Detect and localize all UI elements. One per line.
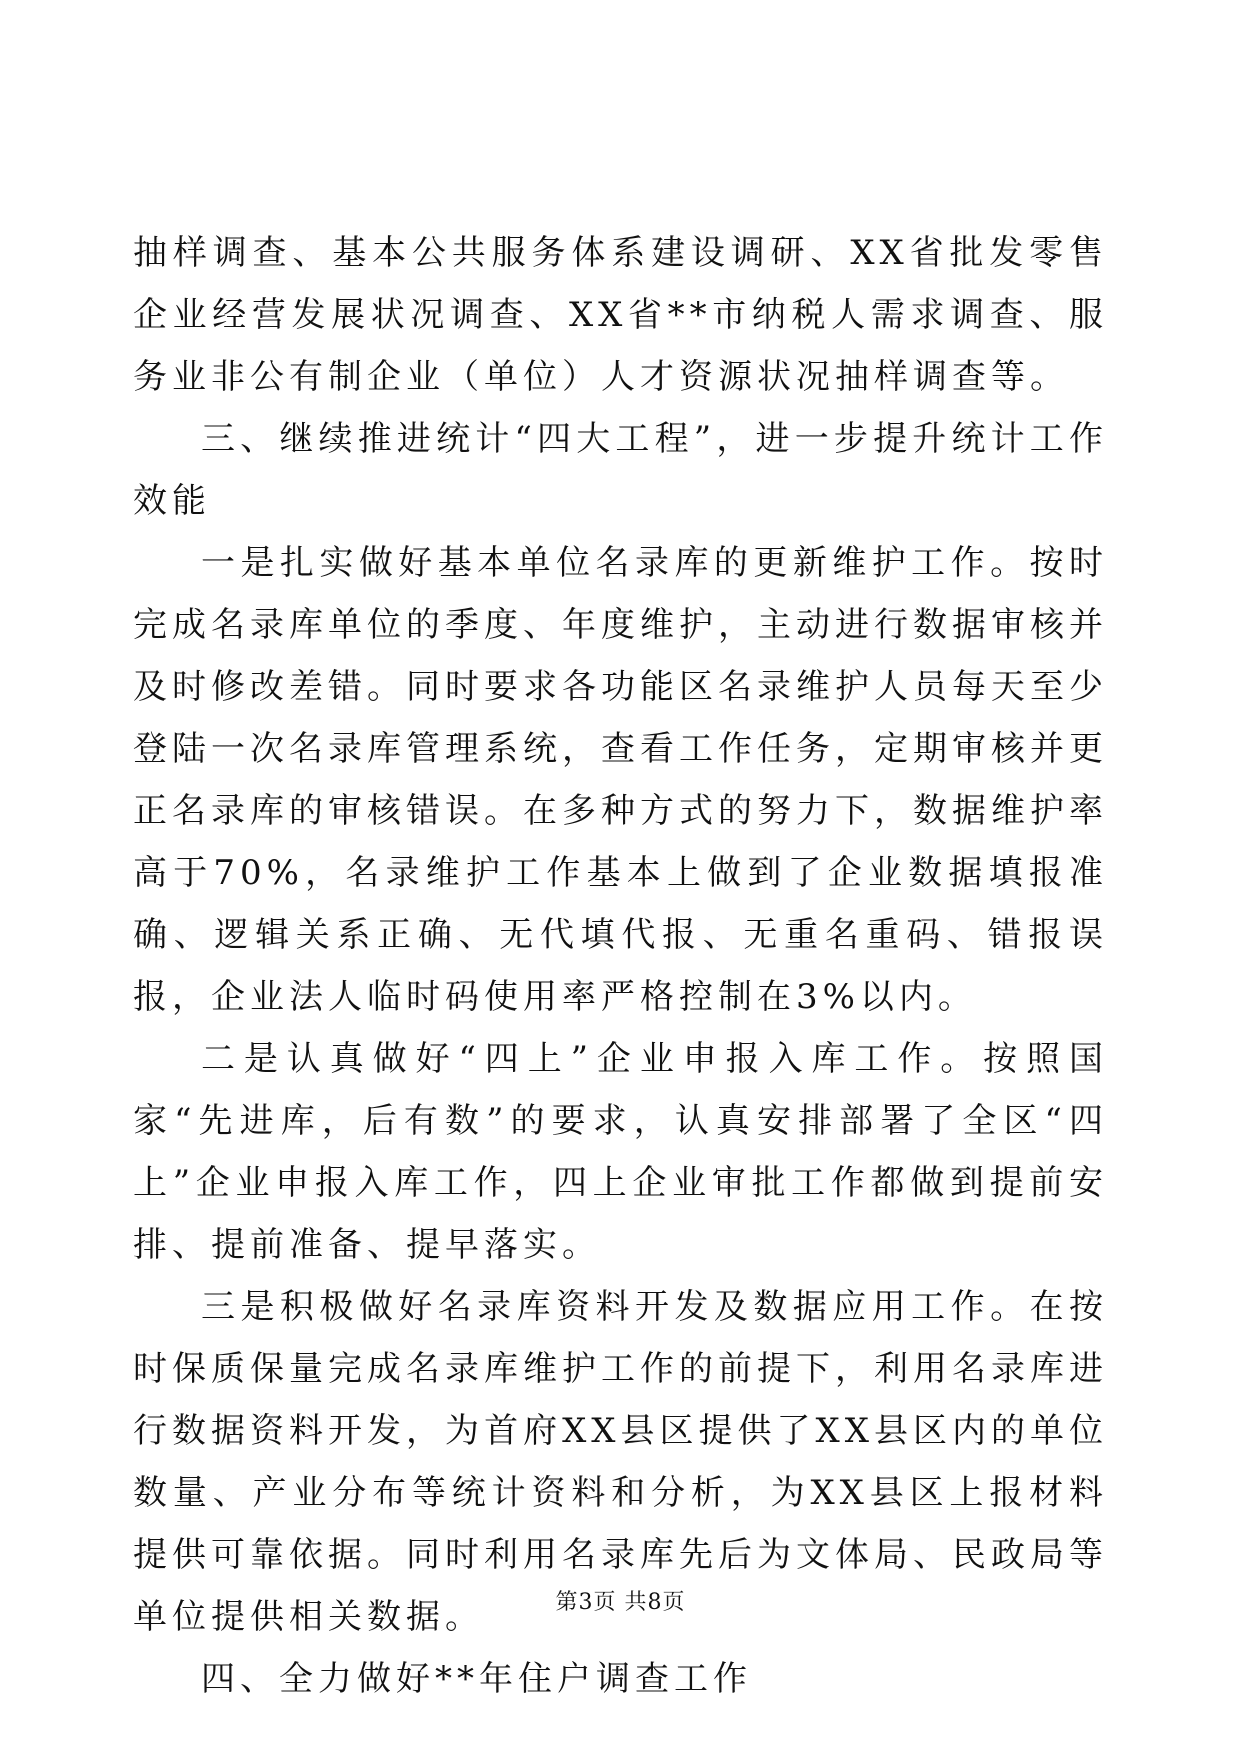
- paragraph-directory-maintenance: 一是扎实做好基本单位名录库的更新维护工作。按时完成名录库单位的季度、年度维护，主动进行数据审核并及时修改差错。同时要求各功能区名录维护人员每天至少登陆一次名录库管理系统，查看工作任务，定期审核并更正名录库的审核错误。在多种方式的努力下，数据维护率高于70%，名录维护工作基本上做到了企业数据填报准确、逻辑关系正确、无代填代报、无重名重码、错报误报，企业法人临时码使用率严格控制在3%以内。: [133, 543, 1108, 1017]
- document-body: [133, 222, 1108, 1710]
- heading-section-four: 四、全力做好**年住户调查工作: [201, 1659, 752, 1699]
- page-number-footer: 第3页 共8页: [555, 1590, 686, 1615]
- paragraph-data-application: 三是积极做好名录库资料开发及数据应用工作。在按时保质保量完成名录库维护工作的前提下，利用名录库进行数据资料开发，为首府XX县区提供了XX县区内的单位数量、产业分布等统计资料和分析，为XX县区上报材料提供可靠依据。同时利用名录库先后为文体局、民政局等单位提供相关数据。: [133, 1287, 1108, 1637]
- paragraph-survey-list: 抽样调查、基本公共服务体系建设调研、XX省批发零售企业经营发展状况调查、XX省**市纳税人需求调查、服务业非公有制企业（单位）人才资源状况抽样调查等。: [133, 233, 1108, 397]
- paragraph-enterprise-registration: 二是认真做好“四上”企业申报入库工作。按照国家“先进库，后有数”的要求，认真安排部署了全区“四上”企业申报入库工作，四上企业审批工作都做到提前安排、提前准备、提早落实。: [133, 1039, 1108, 1265]
- heading-section-three: 三、继续推进统计“四大工程”，进一步提升统计工作效能: [133, 419, 1108, 521]
